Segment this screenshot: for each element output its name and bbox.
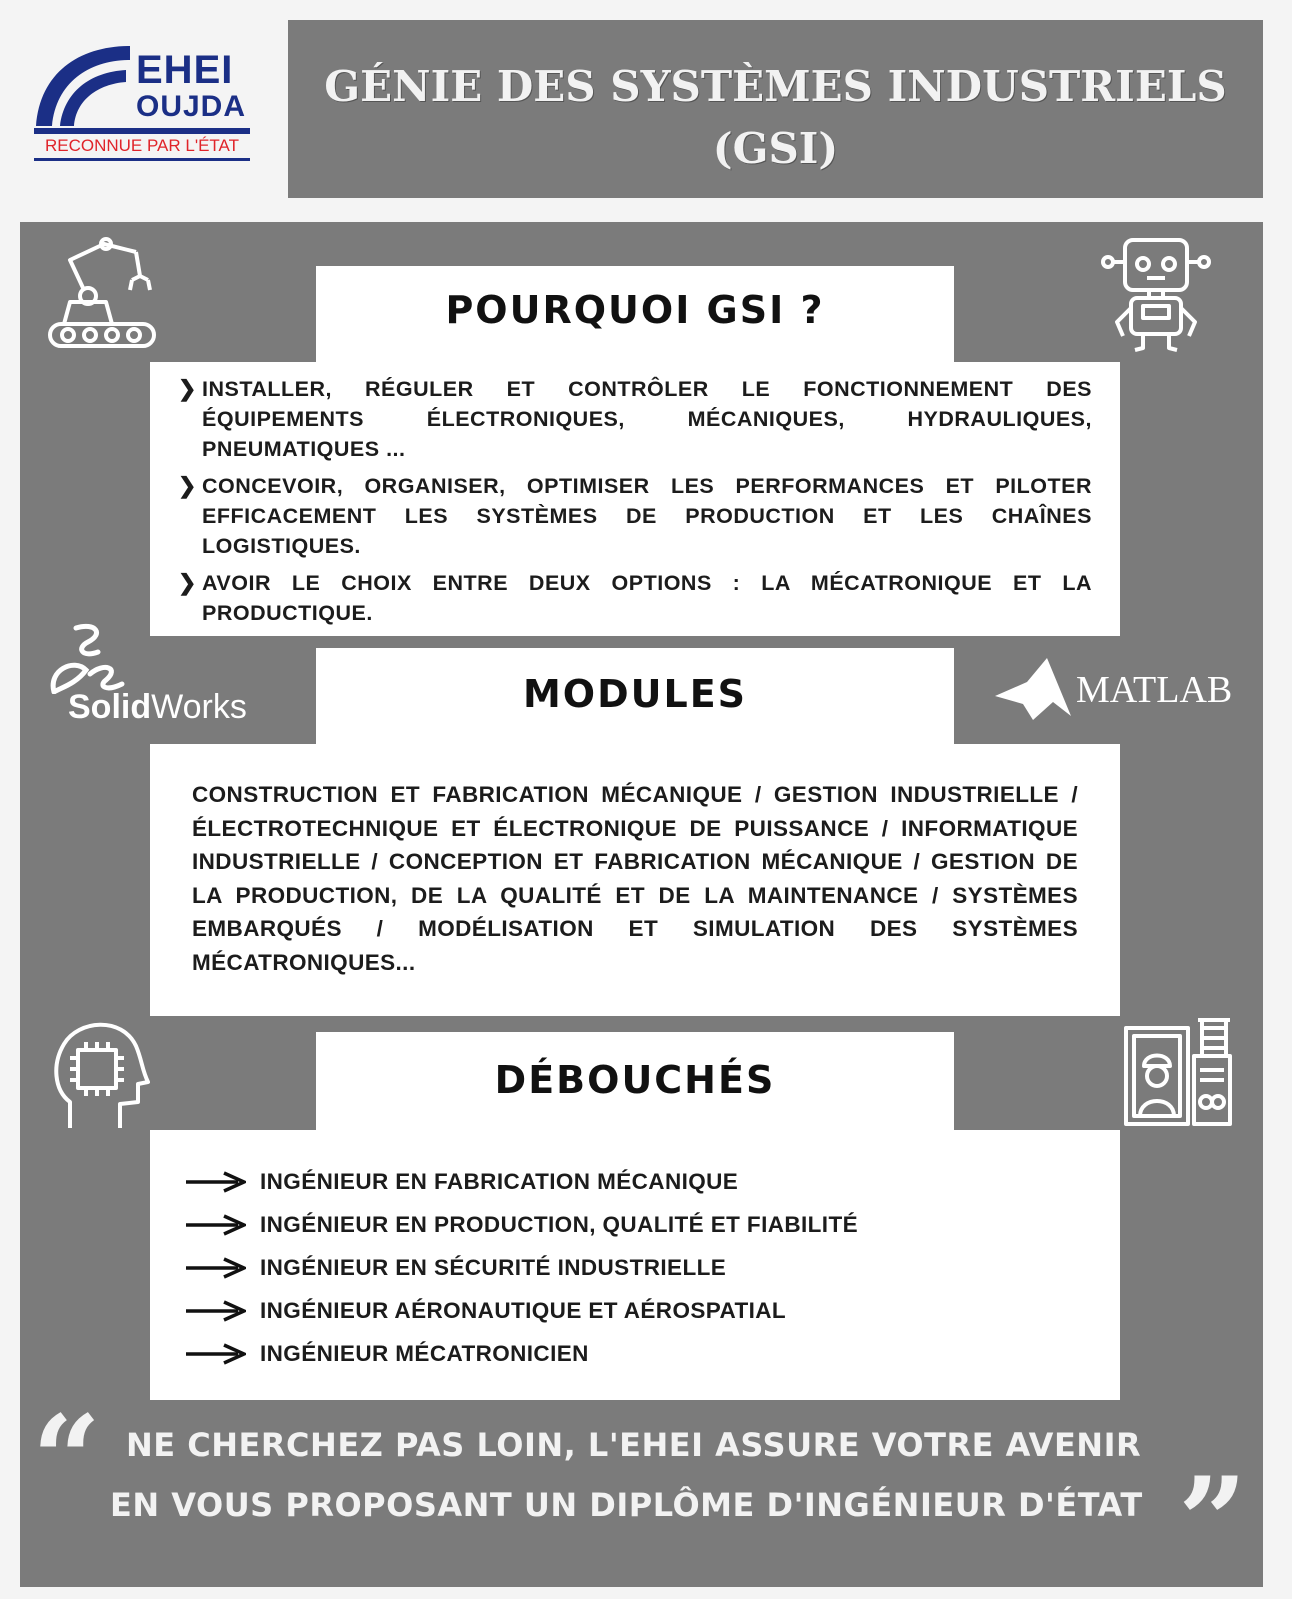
- page-title: [288, 56, 1263, 180]
- logo-divider-bottom: [34, 158, 250, 161]
- list-item: ❯ INSTALLER, RÉGULER ET CONTRÔLER LE FONCTIONNEMENT DES ÉQUIPEMENTS ÉLECTRONIQUES, MÉCANIQUES, HYDRAULIQUES, PNEUMATIQUES ...: [178, 374, 1092, 464]
- quote-open-icon: “: [32, 1389, 102, 1530]
- list-item: ❯ CONCEVOIR, ORGANISER, OPTIMISER LES PERFORMANCES ET PILOTER EFFICACEMENT LES SYSTÈMES DE PRODUCTION ET LES CHAÎNES LOGISTIQUES.: [178, 471, 1092, 561]
- page-title-line1: GÉNIE DES SYSTÈMES INDUSTRIELS: [324, 62, 1227, 111]
- list-item: INGÉNIEUR EN PRODUCTION, QUALITÉ ET FIABILITÉ: [184, 1203, 858, 1246]
- logo-arch-icon: [30, 42, 140, 132]
- pourquoi-box: [150, 362, 1120, 636]
- logo-city: OUJDA: [136, 90, 247, 123]
- robot-icon: [1095, 232, 1221, 358]
- debouches-box: [150, 1130, 1120, 1400]
- quote-close-icon: ”: [1178, 1451, 1248, 1592]
- engineer-machine-icon: [1122, 1016, 1234, 1128]
- solidworks-bold: Solid: [68, 688, 152, 726]
- pourquoi-title: POURQUOI GSI ?: [445, 288, 825, 332]
- modules-title: MODULES: [522, 672, 748, 716]
- chevron-right-icon: ❯: [178, 473, 197, 498]
- arrow-right-icon: [184, 1213, 246, 1237]
- ehei-logo: [30, 42, 255, 172]
- list-item: ❯ AVOIR LE CHOIX ENTRE DEUX OPTIONS : LA MÉCATRONIQUE ET LA PRODUCTIQUE.: [178, 568, 1092, 628]
- solidworks-logo-icon: [46, 622, 126, 694]
- quote-line1: NE CHERCHEZ PAS LOIN, L'EHEI ASSURE VOTRE AVENIR: [126, 1426, 1142, 1464]
- logo-tagline: RECONNUE PAR L'ÉTAT: [44, 136, 240, 155]
- chevron-right-icon: ❯: [178, 376, 197, 401]
- solidworks-light: Works: [151, 688, 247, 726]
- quote-line2: EN VOUS PROPOSANT UN DIPLÔME D'INGÉNIEUR D'ÉTAT: [110, 1486, 1143, 1524]
- list-item: INGÉNIEUR EN FABRICATION MÉCANIQUE: [184, 1160, 858, 1203]
- list-item: INGÉNIEUR MÉCATRONICIEN: [184, 1332, 858, 1375]
- modules-text: CONSTRUCTION ET FABRICATION MÉCANIQUE / GESTION INDUSTRIELLE / ÉLECTROTECHNIQUE ET ÉLECTRONIQUE DE PUISSANCE / INFORMATIQUE INDUSTRIELLE / CONCEPTION ET FABRICATION MÉCANIQUE / GESTION DE LA PRODUCTION, DE LA QUALITÉ ET DE LA MAINTENANCE / SYSTÈMES EMBARQUÉS / MODÉLISATION ET SIMULATION DES SYSTÈMES MÉCATRONIQUES...: [192, 782, 1078, 975]
- page-title-line2: (GSI): [712, 124, 839, 173]
- matlab-logo-icon: [993, 656, 1073, 722]
- logo-divider: [34, 128, 250, 134]
- pourquoi-tab: [316, 266, 954, 366]
- logo-name: EHEI: [136, 48, 234, 92]
- arrow-right-icon: [184, 1256, 246, 1280]
- modules-tab: [316, 648, 954, 748]
- debouches-title: DÉBOUCHÉS: [494, 1058, 776, 1102]
- arrow-right-icon: [184, 1299, 246, 1323]
- debouches-tab: [316, 1032, 954, 1132]
- pourquoi-list: [178, 374, 1092, 635]
- page-header: [288, 20, 1263, 198]
- arrow-right-icon: [184, 1342, 246, 1366]
- debouches-list: [184, 1160, 858, 1375]
- list-item: INGÉNIEUR AÉRONAUTIQUE ET AÉROSPATIAL: [184, 1289, 858, 1332]
- head-chip-icon: [50, 1012, 150, 1132]
- arrow-right-icon: [184, 1170, 246, 1194]
- robot-arm-icon: [44, 236, 162, 354]
- solidworks-wordmark: [68, 688, 247, 727]
- list-item: INGÉNIEUR EN SÉCURITÉ INDUSTRIELLE: [184, 1246, 858, 1289]
- matlab-wordmark: MATLAB: [1076, 669, 1233, 711]
- modules-box: [150, 744, 1120, 1016]
- chevron-right-icon: ❯: [178, 570, 197, 595]
